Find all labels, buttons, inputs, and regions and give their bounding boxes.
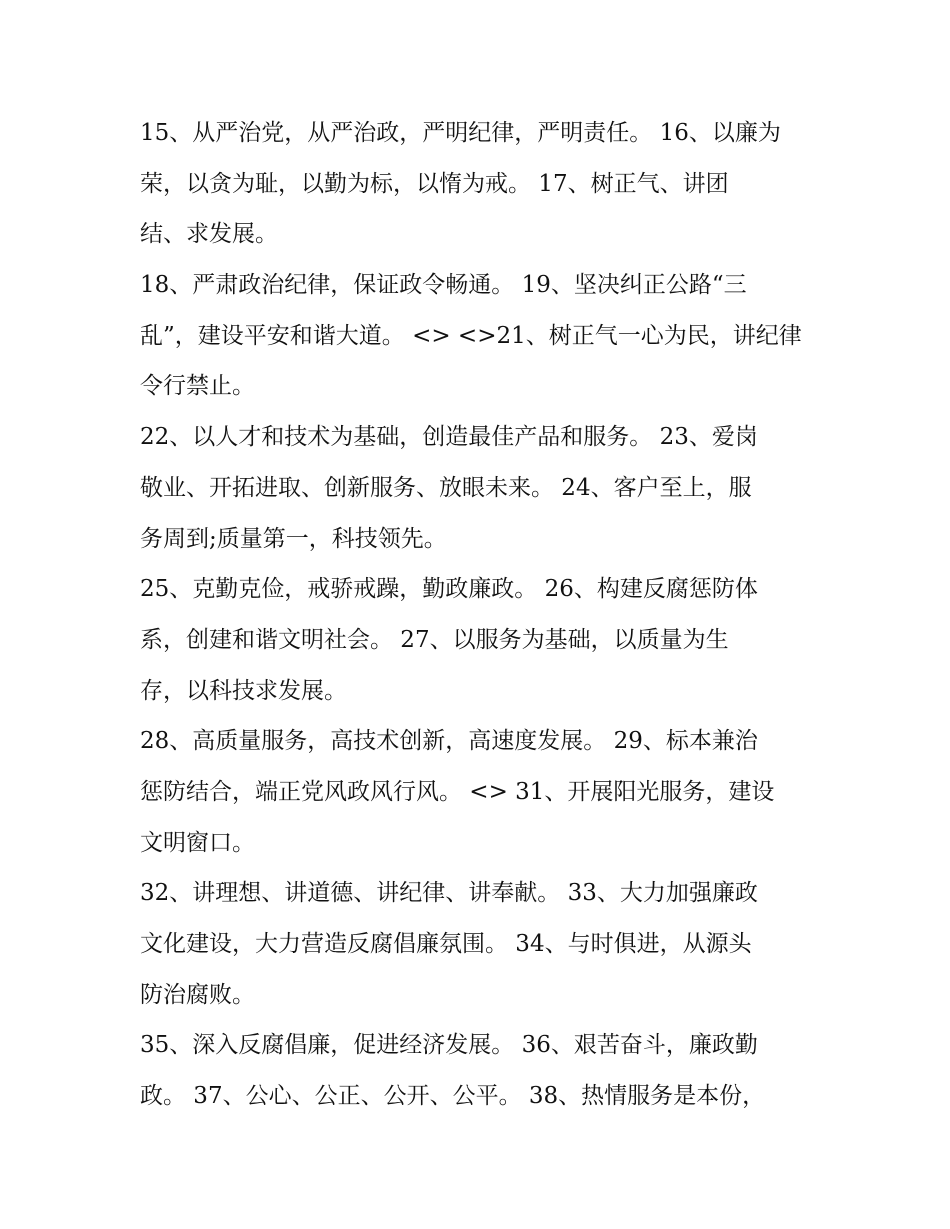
text-line: 乱”，建设平安和谐大道。 <> <>21、树正气一心为民，讲纪律 [140, 322, 802, 349]
text-line: 35、深入反腐倡廉，促进经济发展。 36、艰苦奋斗，廉政勤 [140, 1032, 758, 1059]
text-line: 系，创建和谐文明社会。 27、以服务为基础，以质量为生 [140, 626, 729, 653]
text-line: 28、高质量服务，高技术创新，高速度发展。 29、标本兼治 [140, 728, 758, 755]
body-text [140, 108, 820, 1122]
text-line: 结、求发展。 [140, 221, 278, 248]
text-line: 文化建设，大力营造反腐倡廉氛围。 34、与时俱进，从源头 [140, 931, 752, 957]
paragraph-7 [140, 1020, 820, 1121]
text-line: 25、克勤克俭，戒骄戒躁，勤政廉政。 26、构建反腐惩防体 [140, 576, 758, 603]
text-line: 防治腐败。 [140, 981, 255, 1008]
text-line: 15、从严治党，从严治政，严明纪律，严明责任。 16、以廉为 [140, 120, 781, 146]
text-line: 令行禁止。 [140, 373, 255, 400]
paragraph-5 [140, 716, 820, 868]
paragraph-4 [140, 564, 820, 716]
text-line: 存，以科技求发展。 [140, 677, 347, 704]
text-line: 22、以人才和技术为基础，创造最佳产品和服务。 23、爱岗 [140, 424, 758, 451]
text-line: 荣，以贪为耻，以勤为标，以惰为戒。 17、树正气、讲团 [140, 170, 729, 197]
text-line: 政。 37、公心、公正、公开、公平。 38、热情服务是本份， [140, 1083, 766, 1110]
text-line: 32、讲理想、讲道德、讲纪律、讲奉献。 33、大力加强廉政 [140, 880, 758, 907]
text-line: 敬业、开拓进取、创新服务、放眼未来。 24、客户至上，服 [140, 474, 752, 501]
paragraph-2 [140, 260, 820, 412]
text-line: 18、严肃政治纪律，保证政令畅通。 19、坚决纠正公路“三 [140, 272, 747, 299]
text-line: 务周到;质量第一，科技领先。 [140, 525, 447, 552]
paragraph-6 [140, 868, 820, 1020]
paragraph-1 [140, 108, 820, 260]
text-line: 文明窗口。 [140, 829, 255, 856]
paragraph-3 [140, 412, 820, 564]
text-line: 惩防结合，端正党风政风行风。 <> 31、开展阳光服务，建设 [140, 778, 775, 805]
